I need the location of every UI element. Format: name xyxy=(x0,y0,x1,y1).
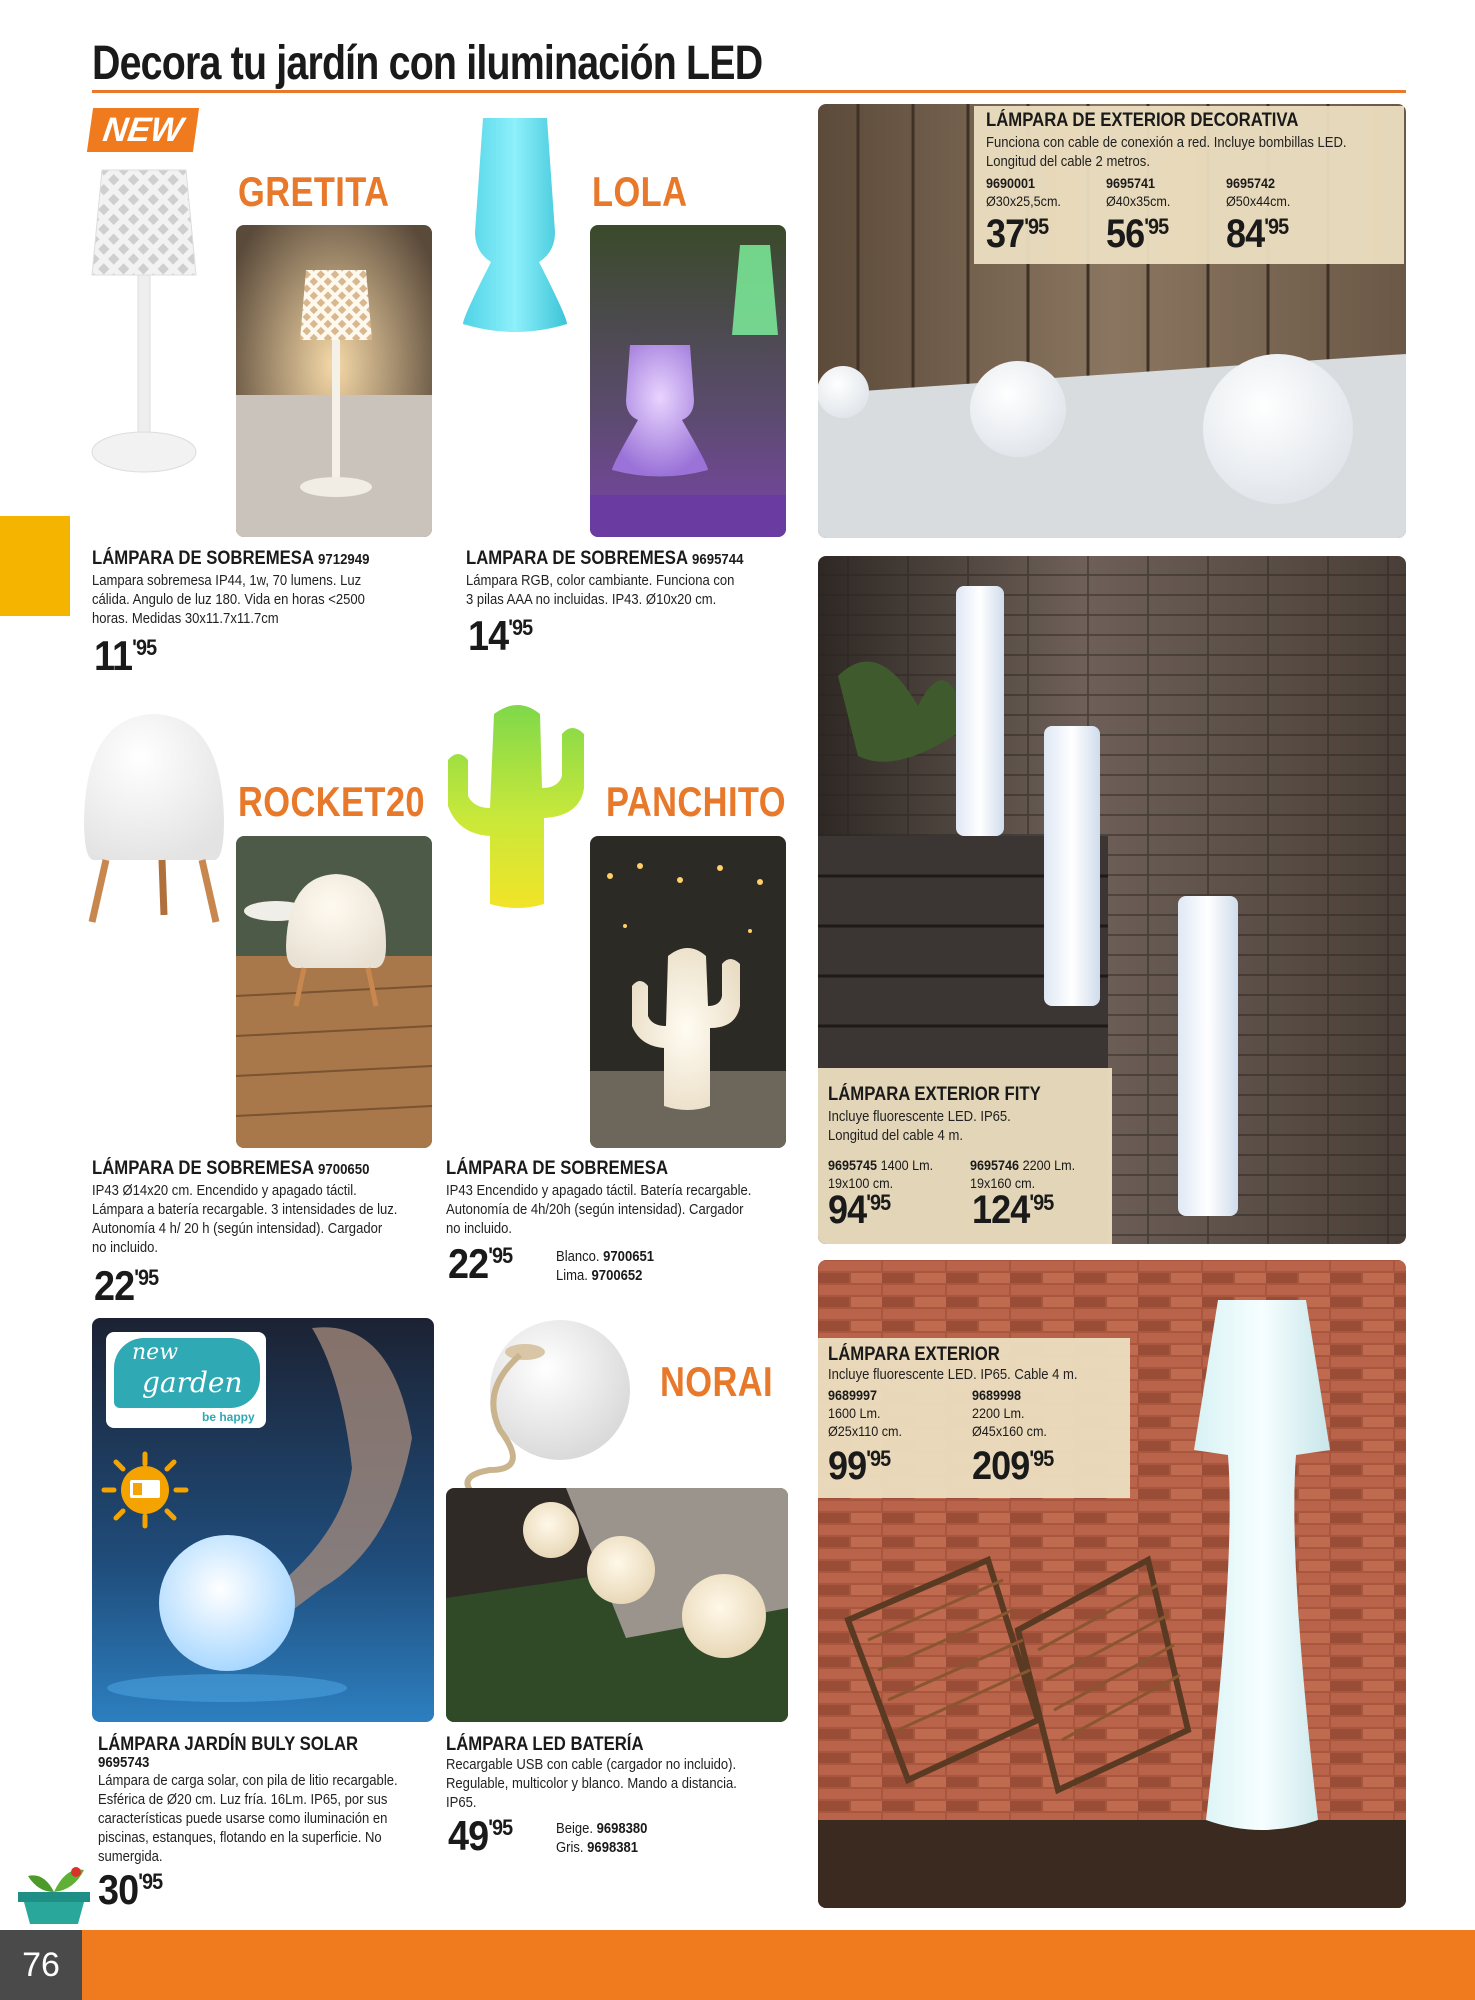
decorativa-price-2 xyxy=(1106,212,1168,257)
lola-price-int: 14 xyxy=(468,612,509,659)
panchito-variant-2 xyxy=(556,1267,642,1286)
decorativa-price-1-dec: '95 xyxy=(1024,214,1049,239)
rocket-cutout-image xyxy=(74,710,234,930)
exterior-lm-2: 2200 Lm. xyxy=(972,1405,1025,1421)
decorativa-code-1: 9690001 xyxy=(986,175,1036,191)
rocket-price xyxy=(94,1262,158,1310)
decorativa-price-1-int: 37 xyxy=(986,212,1025,256)
norai-title: LÁMPARA LED BATERÍA xyxy=(446,1734,644,1755)
fity-price-2-dec: '95 xyxy=(1029,1190,1054,1215)
exterior-price-2 xyxy=(972,1444,1053,1489)
panchito-price-dec: '95 xyxy=(488,1243,513,1268)
norai-price-int: 49 xyxy=(448,1812,489,1859)
exterior-price-1-dec: '95 xyxy=(866,1446,891,1471)
norai-variant-2-code: 9698381 xyxy=(587,1840,638,1856)
exterior-price-2-dec: '95 xyxy=(1029,1446,1054,1471)
panchito-description: IP43 Encendido y apagado táctil. Batería recargable. Autonomía de 4h/20h (según intensidad). Cargador no incluido. xyxy=(446,1183,752,1237)
gretita-description: Lampara sobremesa IP44, 1w, 70 lumens. Luz cálida. Angulo de luz 180. Vida en horas <2500 horas. Medidas 30x11.7x11.7cm xyxy=(92,573,365,627)
buly-ref: 9695743 xyxy=(98,1754,150,1771)
new-garden-logo-tagline: be happy xyxy=(202,1410,255,1424)
panchito-variant-1 xyxy=(556,1248,654,1267)
lola-price xyxy=(468,612,532,660)
panchito-cutout-image xyxy=(432,696,602,916)
panchito-price-int: 22 xyxy=(448,1240,489,1287)
panchito-variant-2-code: 9700652 xyxy=(591,1268,643,1284)
norai-variant-2-label: Gris. xyxy=(556,1840,584,1856)
rocket-description: IP43 Ø14x20 cm. Encendido y apagado táctil. Lámpara a batería recargable. 3 intensidades de luz. Autonomía 4 h/ 20 h (según intensidad). Cargador no incluido. xyxy=(92,1183,398,1256)
fity-lm-1: 1400 Lm. xyxy=(880,1157,934,1173)
buly-price xyxy=(98,1866,162,1914)
brand-lola: LOLA xyxy=(592,168,688,215)
gretita-title-text: LÁMPARA DE SOBREMESA xyxy=(92,548,314,569)
new-badge: NEW xyxy=(87,108,199,152)
page-number: 76 xyxy=(0,1930,82,2000)
decorativa-code-2: 9695741 xyxy=(1106,175,1156,191)
gretita-title xyxy=(92,548,369,570)
decorativa-price-2-int: 56 xyxy=(1106,212,1145,256)
fity-price-2 xyxy=(972,1188,1053,1233)
fity-size-1: 19x100 cm. xyxy=(828,1175,894,1191)
fity-price-1 xyxy=(828,1188,890,1233)
exterior-code-1: 9689997 xyxy=(828,1387,878,1403)
decorativa-price-3-int: 84 xyxy=(1226,212,1265,256)
exterior-price-2-int: 209 xyxy=(972,1444,1030,1488)
norai-description: Recargable USB con cable (cargador no incluido). Regulable, multicolor y blanco. Mando a distancia. IP65. xyxy=(446,1757,737,1811)
exterior-title: LÁMPARA EXTERIOR xyxy=(828,1344,1000,1365)
section-tab xyxy=(0,516,70,616)
panchito-photo xyxy=(590,836,786,1148)
panchito-title: LÁMPARA DE SOBREMESA xyxy=(446,1158,669,1179)
brand-rocket: ROCKET20 xyxy=(238,778,426,825)
exterior-size-2: Ø45x160 cm. xyxy=(972,1423,1047,1439)
exterior-description: Incluye fluorescente LED. IP65. Cable 4 m. xyxy=(828,1367,1078,1383)
decorativa-size-3: Ø50x44cm. xyxy=(1226,193,1291,209)
exterior-lm-1: 1600 Lm. xyxy=(828,1405,881,1421)
fity-title: LÁMPARA EXTERIOR FITY xyxy=(828,1084,1041,1105)
brand-norai: NORAI xyxy=(660,1358,774,1405)
decorativa-item-2 xyxy=(1106,174,1170,210)
brand-panchito: PANCHITO xyxy=(606,778,786,825)
exterior-code-2: 9689998 xyxy=(972,1387,1022,1403)
decorativa-price-3 xyxy=(1226,212,1288,257)
buly-title: LÁMPARA JARDÍN BULY SOLAR xyxy=(98,1734,359,1755)
gretita-cutout-image xyxy=(84,160,204,480)
norai-variant-1-label: Beige. xyxy=(556,1821,594,1837)
panchito-price xyxy=(448,1240,512,1288)
rocket-photo xyxy=(236,836,432,1148)
footer-bar xyxy=(0,1930,1475,2000)
decorativa-price-3-dec: '95 xyxy=(1264,214,1289,239)
norai-variant-2 xyxy=(556,1839,638,1858)
exterior-size-1: Ø25x110 cm. xyxy=(828,1423,903,1439)
decorativa-size-2: Ø40x35cm. xyxy=(1106,193,1171,209)
buly-description: Lámpara de carga solar, con pila de litio recargable. Esférica de Ø20 cm. Luz fría. 16Lm. IP65, por sus características puede usarse como iluminación en piscinas, estanques, flotando en la superficie. No sumergida. xyxy=(98,1773,398,1865)
fity-price-1-int: 94 xyxy=(828,1188,867,1232)
gretita-price xyxy=(94,632,156,680)
rocket-title xyxy=(92,1158,369,1180)
norai-photo xyxy=(446,1488,788,1722)
fity-price-2-int: 124 xyxy=(972,1188,1030,1232)
decorativa-price-2-dec: '95 xyxy=(1144,214,1169,239)
fity-size-2: 19x160 cm. xyxy=(970,1175,1036,1191)
gretita-price-int: 11 xyxy=(94,632,133,679)
norai-variant-1-code: 9698380 xyxy=(596,1821,648,1837)
fity-price-1-dec: '95 xyxy=(866,1190,891,1215)
fity-item-2 xyxy=(970,1156,1075,1192)
fity-code-1: 9695745 xyxy=(828,1157,878,1173)
decorativa-item-1 xyxy=(986,174,1061,210)
decorativa-description: Funciona con cable de conexión a red. Incluye bombillas LED. Longitud del cable 2 metros. xyxy=(986,135,1347,170)
lola-cutout-image xyxy=(455,112,575,342)
buly-price-dec: '95 xyxy=(138,1869,163,1894)
lola-title-text: LAMPARA DE SOBREMESA xyxy=(466,548,688,569)
decorativa-code-3: 9695742 xyxy=(1226,175,1276,191)
decorativa-title: LÁMPARA DE EXTERIOR DECORATIVA xyxy=(986,110,1299,131)
gretita-photo xyxy=(236,225,432,537)
exterior-price-1-int: 99 xyxy=(828,1444,867,1488)
page-title: Decora tu jardín con iluminación LED xyxy=(92,37,763,90)
fity-item-1 xyxy=(828,1156,933,1192)
rocket-price-dec: '95 xyxy=(134,1265,159,1290)
lola-ref: 9695744 xyxy=(692,551,744,568)
new-garden-logo-line1: new xyxy=(132,1340,179,1365)
plant-pot-icon xyxy=(14,1862,94,1924)
norai-price-dec: '95 xyxy=(488,1815,513,1840)
fity-description: Incluye fluorescente LED. IP65. Longitud del cable 4 m. xyxy=(828,1109,1011,1144)
brand-gretita: GRETITA xyxy=(238,168,390,215)
solar-battery-icon xyxy=(100,1450,190,1530)
panchito-variant-1-code: 9700651 xyxy=(603,1249,654,1265)
buly-price-int: 30 xyxy=(98,1866,139,1913)
rocket-ref: 9700650 xyxy=(318,1161,370,1178)
exterior-item-1 xyxy=(828,1386,902,1440)
exterior-price-1 xyxy=(828,1444,890,1489)
norai-price xyxy=(448,1812,512,1860)
norai-variant-1 xyxy=(556,1820,647,1839)
lola-price-dec: '95 xyxy=(508,615,533,640)
rocket-price-int: 22 xyxy=(94,1262,135,1309)
panchito-variant-1-label: Blanco. xyxy=(556,1249,600,1265)
fity-code-2: 9695746 xyxy=(970,1157,1020,1173)
lola-description: Lámpara RGB, color cambiante. Funciona con 3 pilas AAA no incluidas. IP43. Ø10x20 cm. xyxy=(466,573,735,608)
rocket-title-text: LÁMPARA DE SOBREMESA xyxy=(92,1158,314,1179)
decorativa-item-3 xyxy=(1226,174,1290,210)
new-garden-logo xyxy=(106,1332,266,1428)
exterior-item-2 xyxy=(972,1386,1047,1440)
gretita-price-dec: '95 xyxy=(132,635,157,660)
gretita-ref: 9712949 xyxy=(318,551,370,568)
decorativa-price-1 xyxy=(986,212,1048,257)
lola-title xyxy=(466,548,743,570)
norai-cutout-image xyxy=(460,1310,640,1500)
fity-lm-2: 2200 Lm. xyxy=(1022,1157,1076,1173)
title-divider xyxy=(92,90,1406,93)
new-garden-logo-line2: garden xyxy=(142,1366,243,1399)
lola-photo xyxy=(590,225,786,537)
decorativa-size-1: Ø30x25,5cm. xyxy=(986,193,1061,209)
panchito-variant-2-label: Lima. xyxy=(556,1268,588,1284)
